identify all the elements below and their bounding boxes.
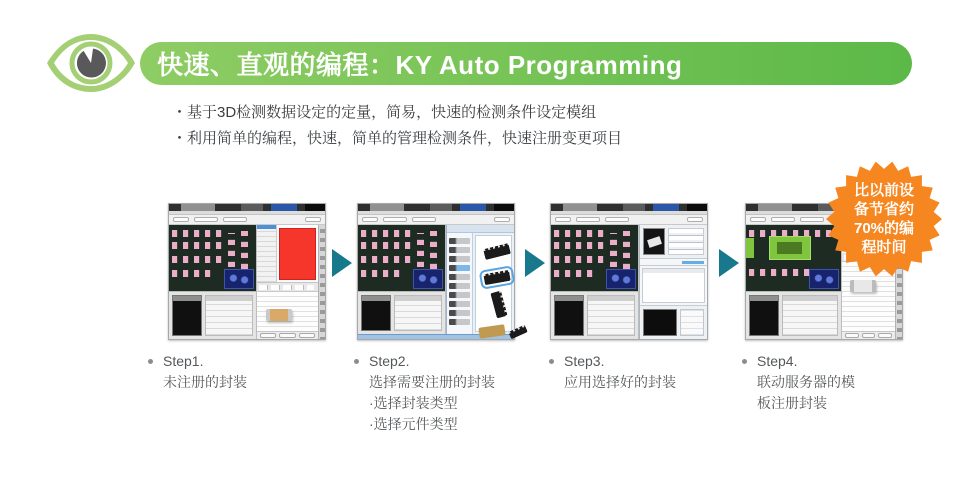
pcb-view	[169, 225, 256, 291]
pcb-component-row	[172, 230, 224, 237]
step3-desc: 应用选择好的封装	[564, 374, 676, 390]
package-form-header	[640, 225, 707, 259]
package-thumbnail	[643, 228, 665, 255]
step2-sub2: ·选择元件类型	[369, 416, 458, 432]
results-table	[782, 295, 838, 336]
pcb-component-column	[610, 233, 617, 267]
apply-package-window	[639, 225, 707, 339]
chip-image	[266, 309, 292, 321]
form-bottom-panels	[640, 305, 707, 339]
highlighted-component	[769, 236, 811, 260]
step3-screenshot	[550, 203, 708, 340]
step-bullet-dot	[354, 359, 359, 364]
side-tool-strip	[318, 225, 325, 339]
results-table	[587, 295, 635, 336]
step1-desc: 未注册的封装	[163, 374, 247, 390]
arrow-right-icon	[719, 249, 739, 277]
step-bullet-dot	[549, 359, 554, 364]
pcb-component-row	[361, 256, 413, 263]
camera-view-panel	[361, 295, 391, 331]
pcb-component-column	[241, 231, 248, 269]
step2-desc: 选择需要注册的封装	[369, 374, 495, 390]
dialog-buttons	[842, 331, 895, 339]
badge-text: 比以前设 备节省约 70%的编 程时间	[853, 182, 915, 256]
pcb-component-column	[623, 231, 630, 269]
results-table	[394, 295, 442, 331]
component-properties-panel	[257, 292, 318, 331]
pcb-component-row	[361, 242, 413, 249]
pcb-component-row	[172, 270, 212, 277]
step4-desc1: 联动服务器的模	[757, 374, 855, 390]
selected-package-type	[449, 265, 470, 271]
step4-caption	[757, 351, 947, 414]
pcb-component-column	[430, 231, 437, 269]
app-title-bar	[169, 204, 325, 211]
camera-view-panel	[749, 295, 779, 336]
bottom-panels	[358, 291, 445, 334]
pcb-component-row	[361, 230, 413, 237]
form-link-row	[640, 259, 707, 266]
title-banner	[140, 42, 912, 85]
chip-image	[850, 280, 876, 292]
bottom-panels	[551, 291, 638, 339]
bottom-panels	[746, 291, 841, 339]
step4-desc2: 板注册封装	[757, 395, 827, 411]
pcb-component-column	[417, 233, 424, 267]
step3-caption	[564, 351, 754, 393]
pcb-view	[358, 225, 445, 291]
pcb-view	[551, 225, 638, 291]
pcb-zoom-inset	[224, 269, 254, 289]
parameter-fields	[668, 228, 704, 255]
app-toolbar	[169, 215, 325, 225]
pcb-component-row	[172, 242, 224, 249]
camera-view-panel	[554, 295, 584, 336]
pcb-component-row	[361, 270, 401, 277]
app-toolbar	[551, 215, 707, 225]
pcb-component-row	[554, 256, 606, 263]
step1-caption	[163, 351, 353, 393]
pcb-component-column	[228, 233, 235, 267]
step2-screenshot	[357, 203, 515, 340]
inspection-row-list	[257, 225, 277, 282]
arrow-right-icon	[525, 249, 545, 277]
arrow-right-icon	[332, 249, 352, 277]
step-bullet-dot	[148, 359, 153, 364]
step4-label: Step4.	[757, 353, 798, 369]
step2-label: Step2.	[369, 353, 410, 369]
pcb-zoom-inset	[606, 269, 636, 289]
component-thumbnail	[483, 243, 511, 260]
component-gallery	[475, 235, 512, 332]
package-type-list	[447, 233, 473, 334]
pcb-component-row	[172, 256, 224, 263]
app-title-bar	[551, 204, 707, 211]
page-title: 快速、直观的编程：KY Auto Programming	[157, 50, 683, 80]
camera-view-small	[643, 309, 677, 336]
component-thumbnail	[490, 291, 507, 319]
eye-logo-icon	[44, 31, 138, 95]
pcb-component-row	[554, 230, 606, 237]
intro-bullet-2: ・利用简单的编程，快速，简单的管理检测条件，快速注册变更项目	[172, 130, 623, 147]
step2-caption	[369, 351, 559, 435]
step1-screenshot	[168, 203, 326, 340]
package-select-window	[446, 225, 514, 334]
results-table	[205, 295, 253, 336]
camera-view-panel	[172, 295, 202, 336]
panel-toolbar	[257, 283, 318, 292]
pcb-component-row	[554, 242, 606, 249]
pcb-component-row	[554, 270, 594, 277]
package-list-area	[642, 268, 705, 303]
bottom-panels	[169, 291, 256, 339]
app-title-bar	[358, 204, 514, 211]
step1-label: Step1.	[163, 353, 204, 369]
intro-bullets	[172, 100, 622, 152]
step-bullet-dot	[742, 359, 747, 364]
form-bottom-table	[680, 309, 704, 336]
app-toolbar	[358, 215, 514, 225]
red-heatmap-grid	[279, 228, 316, 280]
inspection-table	[257, 225, 318, 283]
dialog-buttons	[257, 331, 318, 339]
step3-label: Step3.	[564, 353, 605, 369]
window-header	[447, 225, 514, 233]
component-thumbnail-selected	[483, 270, 511, 285]
highlighted-component-partial	[746, 238, 754, 258]
step2-sub1: ·选择封装类型	[369, 395, 458, 411]
intro-bullet-1: ・基于3D检测数据设定的定量，简易，快速的检测条件设定模组	[172, 104, 597, 121]
component-thumbnail	[508, 325, 528, 340]
pcb-zoom-inset	[413, 269, 443, 289]
savings-badge	[825, 160, 943, 278]
